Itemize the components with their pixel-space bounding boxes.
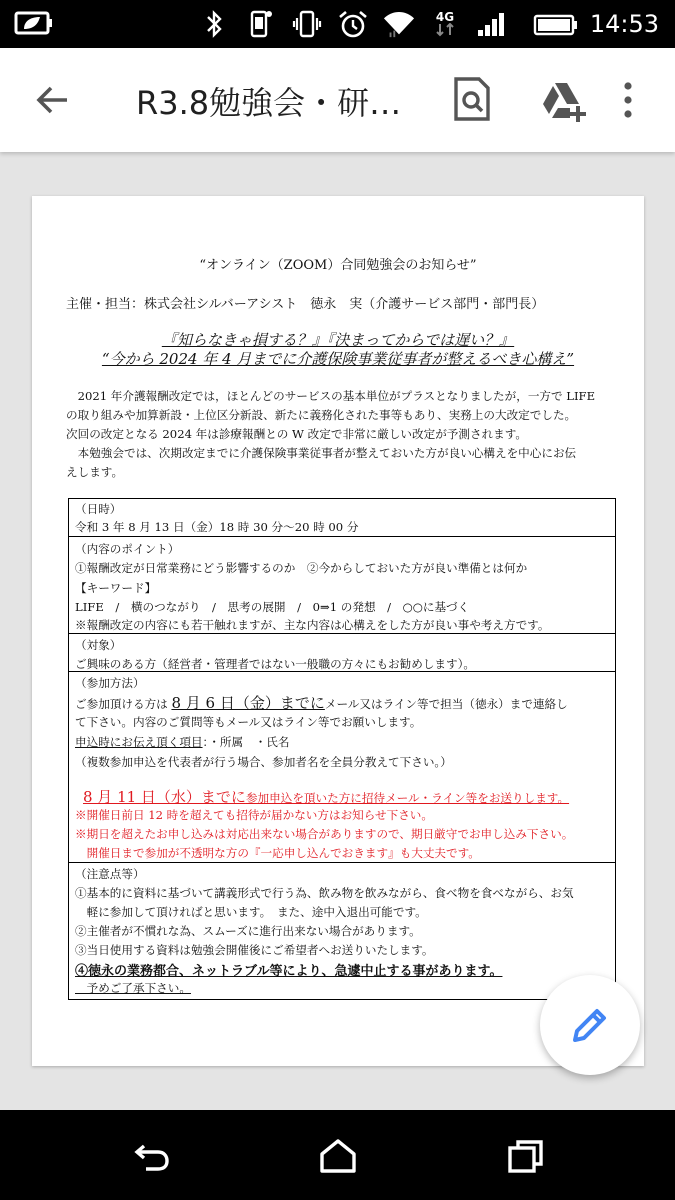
wifi-icon bbox=[383, 9, 415, 39]
phone-vibrate-notification-icon bbox=[245, 9, 277, 39]
deadline-date: 8 月 6 日（金）までに bbox=[171, 694, 325, 712]
intro-line-4: 本勉強会では、次期改定までに介護保険事業従事者が整えておいた方が良い心構えを中心にお伝 bbox=[66, 446, 577, 460]
back-arrow-icon[interactable] bbox=[34, 82, 70, 118]
red-note-3: 開催日まで参加が不透明な方の『一応申し込んでおきます』も大丈夫です。 bbox=[75, 846, 480, 860]
document-title: R3.8勉強会・研… bbox=[136, 84, 402, 122]
intro-line-1: 2021 年介護報酬改定では，ほとんどのサービスの基本単位がプラスとなりましたが，一方で LIFE bbox=[66, 389, 596, 403]
keyword-heading: 【キーワード】 bbox=[75, 581, 157, 595]
schedule-heading: （日時） bbox=[75, 502, 122, 516]
bluetooth-icon bbox=[199, 9, 231, 39]
home-nav-icon[interactable] bbox=[318, 1138, 358, 1174]
target-heading: （対象） bbox=[75, 638, 122, 652]
notes-line-1: ①基本的に資料に基づいて講義形式で行う為、飲み物を飲みながら、食べ物を食べながら、お気 bbox=[75, 886, 574, 900]
more-vert-icon[interactable] bbox=[618, 80, 638, 120]
method-line-3: 申込時にお伝え頂く項目：・所属 ・氏名 bbox=[75, 735, 290, 749]
organizer-line: 主催・担当：株式会社シルバーアシスト 徳永 実（介護サービス部門・部門長） bbox=[66, 297, 545, 312]
alarm-icon bbox=[337, 9, 369, 39]
notes-line-2: 軽に参加して頂ければと思います。 また、途中入退出可能です。 bbox=[75, 905, 427, 919]
keywords: LIFE / 横のつながり / 思考の展開 / 0⇒1 の発想 / ○○に基づく bbox=[75, 600, 470, 614]
points-heading: （内容のポイント） bbox=[75, 542, 180, 556]
navigation-bar bbox=[0, 1110, 675, 1200]
notice-title: “オンライン（ZOOM）合同勉強会のお知らせ” bbox=[199, 258, 477, 273]
back-nav-icon[interactable] bbox=[132, 1138, 172, 1174]
table-row-schedule bbox=[69, 499, 615, 536]
status-bar bbox=[0, 0, 675, 48]
table-row-points bbox=[69, 536, 615, 634]
points-note: ※報酬改定の内容にも若干触れますが、主な内容は心構えをした方が良い事や考え方です。 bbox=[75, 618, 550, 632]
method-heading: （参加方法） bbox=[75, 676, 145, 690]
notes-line-6: 予めご了承下さい。 bbox=[75, 981, 191, 995]
edit-fab-button[interactable] bbox=[540, 975, 640, 1075]
catchphrase-1: 『知らなきゃ損する？』『決まってからでは遅い？』 bbox=[161, 331, 515, 349]
recents-nav-icon[interactable] bbox=[506, 1138, 546, 1174]
notes-line-4: ③当日使用する資料は勉強会開催後にご希望者へお送りいたします。 bbox=[75, 943, 434, 957]
vibrate-icon bbox=[291, 9, 323, 39]
method-line-1: ご参加頂ける方は 8 月 6 日（金）までにメール又はライン等で担当（徳永）まで連絡し bbox=[75, 694, 568, 712]
document-preview-icon[interactable] bbox=[452, 76, 492, 122]
target-value: ご興味のある方（経営者・管理者ではない一般職の方々にもお勧めします）。 bbox=[75, 657, 475, 671]
intro-line-3: 次回の改定となる 2024 年は診療報酬との W 改定で非常に厳しい改定が予測されます。 bbox=[66, 427, 528, 441]
intro-line-2: の取り組みや加算新設・上位区分新設、新たに義務化された事等もあり、実務上の大改定でした。 bbox=[66, 408, 577, 422]
method-line-4: （複数参加申込を代表者が行う場合、参加者名を全員分教えて下さい。） bbox=[75, 755, 452, 769]
info-table bbox=[68, 498, 616, 1000]
table-row-notes bbox=[69, 862, 615, 1000]
intro-line-5: えします。 bbox=[66, 465, 124, 479]
method-line-2: て下さい。内容のご質問等もメール又はライン等でお願いします。 bbox=[75, 715, 422, 729]
catchphrase-2: “今から 2024 年 4 月までに介護保険事業従事者が整えるべき心構え” bbox=[101, 350, 575, 368]
status-clock: 14:53 bbox=[589, 10, 659, 38]
battery-icon bbox=[533, 14, 579, 36]
schedule-value: 令和 3 年 8 月 13 日（金）18 時 30 分～20 時 00 分 bbox=[75, 520, 359, 534]
table-row-method bbox=[69, 671, 615, 863]
4g-icon: 4G bbox=[429, 9, 461, 39]
points-line-1: ①報酬改定が日常業務にどう影響するのか ②今からしておいた方が良い準備とは何か bbox=[75, 561, 528, 575]
notes-line-3: ②主催者が不慣れな為、スムーズに進行出来ない場合があります。 bbox=[75, 924, 421, 938]
edit-pencil-icon bbox=[570, 1005, 610, 1045]
battery-saver-icon bbox=[14, 10, 54, 36]
notes-line-5: ④徳永の業務都合、ネットラブル等により、急遽中止する事があります。 bbox=[75, 964, 503, 979]
app-bar bbox=[0, 48, 675, 152]
invite-date-line: 8 月 11 日（水）までに参加申込を頂いた方に招待メール・ライン等をお送りします。 bbox=[83, 788, 570, 806]
table-row-target bbox=[69, 633, 615, 672]
signal-icon bbox=[475, 9, 507, 39]
document-page[interactable] bbox=[32, 196, 644, 1066]
red-note-1: ※開催日前日 12 時を超えても招待が届かない方はお知らせ下さい。 bbox=[75, 808, 433, 822]
red-note-2: ※期日を超えたお申し込みは対応出来ない場合がありますので、期日厳守でお申し込み下さい。 bbox=[75, 827, 574, 841]
add-to-drive-icon[interactable] bbox=[540, 80, 586, 122]
notes-heading: （注意点等） bbox=[75, 867, 145, 881]
